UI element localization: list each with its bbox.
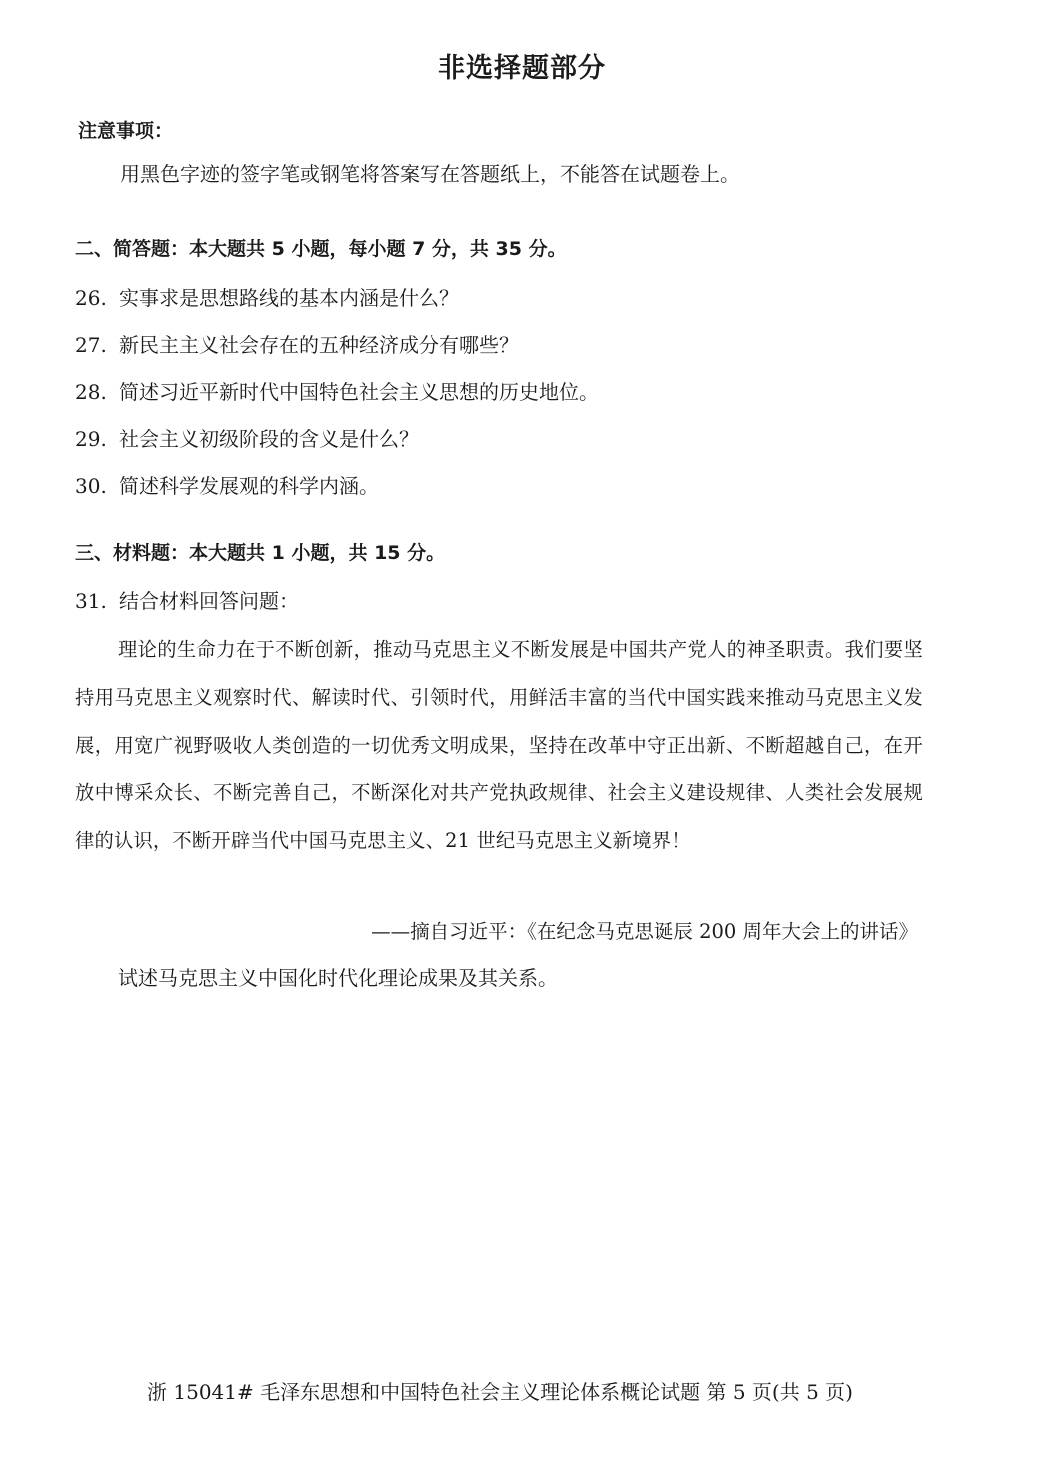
question-text: 简述习近平新时代中国特色社会主义思想的历史地位。: [119, 380, 599, 404]
question-31-task: 试述马克思主义中国化时代化理论成果及其关系。: [118, 966, 558, 990]
question-number: 31.: [75, 589, 107, 613]
material-text: 理论的生命力在于不断创新，推动马克思主义不断发展是中国共产党人的神圣职责。我们要坚持用马克思主义观察时代、解读时代、引领时代，用鲜活丰富的当代中国实践来推动马克思主义发展，用宽广视野吸收人类创造的一切优秀文明成果，坚持在改革中守正出新、不断超越自己，在开放中博采众长、不断完善自己，不断深化对共产党执政规律、社会主义建设规律、人类社会发展规律的认识，不断开辟当代中国马克思主义、21 世纪马克思主义新境界！: [75, 638, 923, 853]
question-27: [75, 329, 519, 358]
question-number: 29.: [75, 427, 107, 451]
question-text: 结合材料回答问题：: [119, 589, 299, 613]
notice-body: 用黑色字迹的签字笔或钢笔将答案写在答题纸上，不能答在试题卷上。: [120, 162, 740, 186]
question-text: 简述科学发展观的科学内涵。: [119, 474, 379, 498]
page-title: 非选择题部分: [438, 53, 606, 84]
question-29: [75, 423, 419, 452]
question-number: 28.: [75, 380, 107, 404]
question-number: 30.: [75, 474, 107, 498]
question-28: [75, 376, 599, 405]
material-passage: [75, 626, 923, 865]
question-text: 新民主主义社会存在的五种经济成分有哪些？: [119, 333, 519, 357]
notice-heading: 注意事项：: [78, 120, 174, 142]
question-31: [75, 585, 299, 614]
material-source: ——摘自习近平：《在纪念马克思诞辰 200 周年大会上的讲话》: [371, 920, 918, 943]
question-26: [75, 282, 459, 311]
question-text: 实事求是思想路线的基本内涵是什么？: [119, 286, 459, 310]
section-2-heading: 二、简答题：本大题共 5 小题，每小题 7 分，共 35 分。: [75, 238, 567, 260]
page-footer: 浙 15041# 毛泽东思想和中国特色社会主义理论体系概论试题 第 5 页(共 5 页): [147, 1380, 853, 1404]
question-number: 26.: [75, 286, 107, 310]
question-text: 社会主义初级阶段的含义是什么？: [119, 427, 419, 451]
question-30: [75, 470, 379, 499]
question-number: 27.: [75, 333, 107, 357]
section-3-heading: 三、材料题：本大题共 1 小题，共 15 分。: [75, 542, 446, 564]
